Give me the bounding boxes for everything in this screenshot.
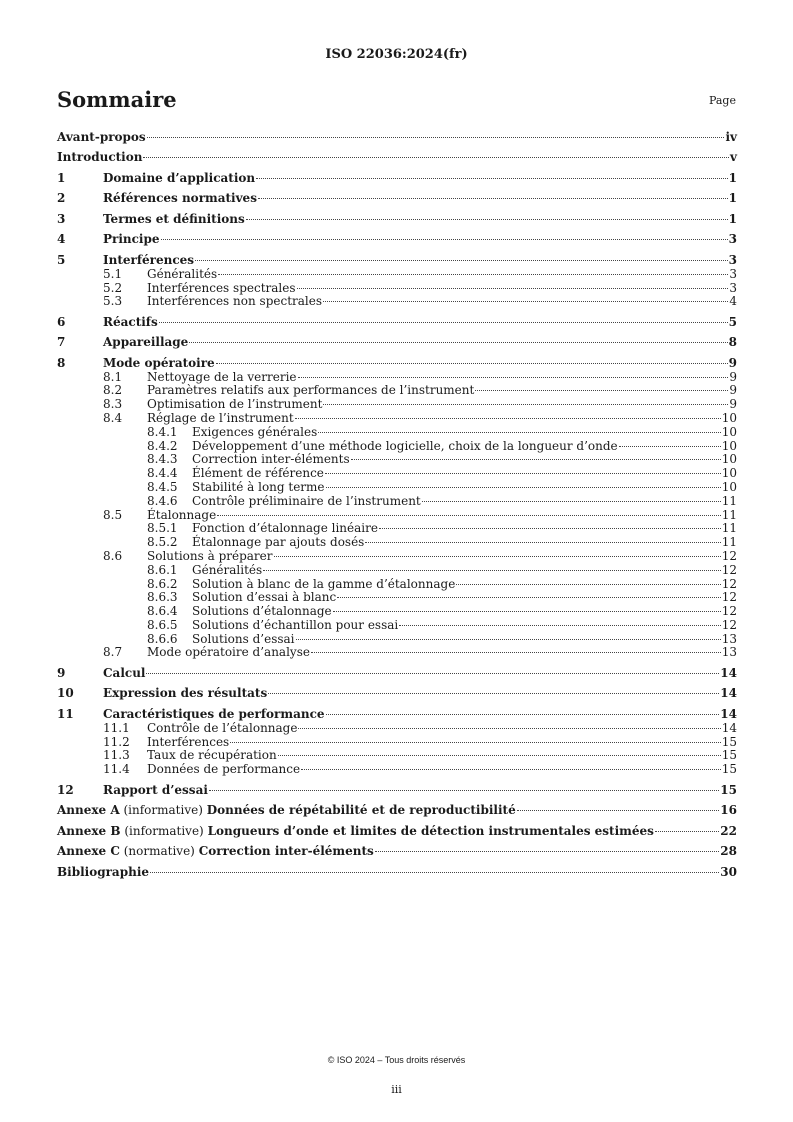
dot-leader bbox=[619, 446, 721, 447]
toc-entry-number: 1 bbox=[57, 170, 66, 185]
dot-leader bbox=[318, 432, 720, 433]
dot-leader bbox=[246, 219, 728, 220]
toc-entry-page: 12 bbox=[721, 617, 737, 632]
toc-entry-title: Paramètres relatifs aux performances de l’instrument bbox=[147, 383, 475, 398]
toc-entry-number: 11.1 bbox=[103, 720, 130, 735]
dot-leader bbox=[298, 377, 729, 378]
toc-entry[interactable] bbox=[57, 763, 737, 777]
toc-entry[interactable] bbox=[57, 550, 737, 564]
toc-entry-number: 8.4.5 bbox=[147, 479, 178, 494]
toc-entry[interactable] bbox=[57, 213, 737, 227]
toc-entry-number: 6 bbox=[57, 314, 66, 329]
toc-entry-page: 10 bbox=[721, 438, 737, 453]
toc-entry-page: 12 bbox=[721, 562, 737, 577]
toc-entry-number: 12 bbox=[57, 782, 74, 797]
toc-entry-title: Taux de récupération bbox=[147, 748, 277, 763]
toc-entry-title: Réactifs bbox=[103, 314, 158, 329]
dot-leader bbox=[274, 556, 721, 557]
dot-leader bbox=[456, 584, 720, 585]
toc-entry-title: Étalonnage par ajouts dosés bbox=[192, 535, 365, 550]
toc-entry-page: 5 bbox=[728, 314, 737, 329]
toc-entry-title: Solution d’essai à blanc bbox=[192, 590, 337, 605]
toc-entry[interactable] bbox=[57, 495, 737, 509]
toc-entry-page: 12 bbox=[721, 548, 737, 563]
toc-entry-title: Étalonnage bbox=[147, 507, 217, 522]
toc-entry-page: 3 bbox=[728, 232, 737, 247]
dot-leader bbox=[216, 363, 728, 364]
toc-entry-number: 3 bbox=[57, 211, 66, 226]
annex-label: Annexe A bbox=[57, 803, 120, 818]
dot-leader bbox=[161, 239, 728, 240]
toc-entry[interactable] bbox=[57, 357, 737, 371]
toc-entry-number: 8.6.6 bbox=[147, 631, 178, 646]
toc-entry-title: Fonction d’étalonnage linéaire bbox=[192, 521, 378, 536]
page-column-label: Page bbox=[708, 94, 736, 107]
toc-entry-page: 15 bbox=[720, 782, 737, 797]
toc-entry-page: 13 bbox=[721, 645, 737, 660]
toc-entry[interactable] bbox=[57, 605, 737, 619]
toc-entry-number: 7 bbox=[57, 335, 66, 350]
toc-entry-number: 5.1 bbox=[103, 266, 123, 281]
toc-entry-title: Mode opératoire d’analyse bbox=[147, 645, 310, 660]
toc-entry-title: Exigences générales bbox=[192, 424, 318, 439]
toc-entry[interactable] bbox=[57, 151, 737, 165]
toc-entry[interactable] bbox=[57, 282, 737, 296]
toc-entry[interactable] bbox=[57, 591, 737, 605]
dot-leader bbox=[323, 404, 728, 405]
dot-leader bbox=[258, 198, 728, 199]
dot-leader bbox=[209, 790, 719, 791]
dot-leader bbox=[278, 755, 721, 756]
dot-leader bbox=[147, 137, 725, 138]
toc-entry-number: 8.4 bbox=[103, 410, 123, 425]
toc-entry-number: 8.6.1 bbox=[147, 562, 178, 577]
page-title: Sommaire bbox=[57, 87, 177, 112]
annex-label: Annexe C bbox=[57, 844, 120, 859]
toc-entry-number: 5.3 bbox=[103, 294, 123, 309]
toc-entry-page: 15 bbox=[721, 734, 737, 749]
toc-entry-title: Bibliographie bbox=[57, 864, 150, 879]
toc-entry-page: 12 bbox=[721, 590, 737, 605]
toc-entry-title: Appareillage bbox=[103, 335, 189, 350]
toc-entry-number: 8.2 bbox=[103, 383, 123, 398]
dot-leader bbox=[189, 342, 727, 343]
toc-entry-title: Calcul bbox=[103, 665, 146, 680]
table-of-contents bbox=[57, 131, 737, 879]
toc-entry-number: 8.4.4 bbox=[147, 466, 178, 481]
copyright-footer: © ISO 2024 – Tous droits réservés bbox=[327, 1055, 466, 1065]
toc-entry[interactable] bbox=[57, 481, 737, 495]
dot-leader bbox=[256, 178, 728, 179]
toc-entry-page: 12 bbox=[721, 604, 737, 619]
toc-entry-number: 8.3 bbox=[103, 397, 123, 412]
toc-entry-title: Réglage de l’instrument bbox=[147, 410, 294, 425]
toc-entry[interactable] bbox=[57, 667, 737, 681]
dot-leader bbox=[326, 714, 720, 715]
dot-leader bbox=[337, 597, 720, 598]
toc-entry-number: 9 bbox=[57, 665, 66, 680]
toc-entry-number: 11.4 bbox=[103, 762, 130, 777]
toc-entry[interactable] bbox=[57, 254, 737, 268]
toc-annex-heading bbox=[57, 804, 516, 818]
dot-leader bbox=[217, 515, 721, 516]
toc-entry-title: Interférences bbox=[103, 252, 195, 267]
dot-leader bbox=[311, 652, 721, 653]
toc-entry-number: 8.4.3 bbox=[147, 452, 178, 467]
toc-entry-page: 11 bbox=[721, 535, 737, 550]
toc-entry[interactable] bbox=[57, 371, 737, 385]
toc-entry-number: 8.1 bbox=[103, 369, 123, 384]
dot-leader bbox=[195, 260, 728, 261]
dot-leader bbox=[375, 851, 720, 852]
toc-entry-number: 8.6.2 bbox=[147, 576, 178, 591]
dot-leader bbox=[263, 570, 721, 571]
toc-entry-title: Optimisation de l’instrument bbox=[147, 397, 323, 412]
toc-entry[interactable] bbox=[57, 784, 737, 798]
toc-entry-page: 4 bbox=[729, 294, 737, 309]
toc-entry-page: 10 bbox=[721, 410, 737, 425]
toc-entry[interactable] bbox=[57, 192, 737, 206]
toc-entry[interactable] bbox=[57, 131, 737, 145]
toc-entry[interactable] bbox=[57, 845, 737, 859]
toc-entry-title: Élément de référence bbox=[192, 466, 324, 481]
toc-entry-title: Avant-propos bbox=[57, 130, 146, 144]
toc-entry[interactable] bbox=[57, 646, 737, 660]
toc-entry[interactable] bbox=[57, 316, 737, 330]
dot-leader bbox=[379, 528, 721, 529]
toc-entry-page: 14 bbox=[720, 706, 737, 721]
dot-leader bbox=[365, 542, 720, 543]
toc-entry-title: Expression des résultats bbox=[103, 686, 268, 701]
toc-entry-page: 9 bbox=[729, 397, 737, 412]
toc-entry[interactable] bbox=[57, 578, 737, 592]
page-number: iii bbox=[391, 1083, 402, 1096]
toc-entry[interactable] bbox=[57, 453, 737, 467]
toc-entry[interactable] bbox=[57, 467, 737, 481]
toc-entry[interactable] bbox=[57, 522, 737, 536]
toc-entry-title: Interférences bbox=[147, 734, 230, 749]
toc-entry-title: Nettoyage de la verrerie bbox=[147, 369, 297, 384]
dot-leader bbox=[422, 501, 721, 502]
toc-entry-page: 8 bbox=[728, 335, 737, 350]
toc-entry[interactable] bbox=[57, 722, 737, 736]
toc-entry[interactable] bbox=[57, 336, 737, 350]
toc-entry-number: 11.2 bbox=[103, 734, 130, 749]
toc-annex-heading bbox=[57, 845, 374, 859]
toc-entry-title: Termes et définitions bbox=[103, 211, 245, 226]
toc-entry[interactable] bbox=[57, 804, 737, 818]
toc-entry-page: 15 bbox=[721, 748, 737, 763]
toc-entry-number: 8.7 bbox=[103, 645, 123, 660]
toc-entry-number: 8.6.4 bbox=[147, 604, 178, 619]
toc-entry-page: 1 bbox=[728, 170, 737, 185]
toc-entry-number: 8.4.2 bbox=[147, 438, 178, 453]
toc-entry-page: 1 bbox=[728, 191, 737, 206]
toc-entry-page: 13 bbox=[721, 631, 737, 646]
toc-entry[interactable] bbox=[57, 268, 737, 282]
toc-entry-page: 14 bbox=[721, 720, 737, 735]
toc-entry-title: Solutions à préparer bbox=[147, 548, 273, 563]
dot-leader bbox=[323, 301, 728, 302]
toc-entry[interactable] bbox=[57, 398, 737, 412]
annex-qualifier: (informative) bbox=[120, 823, 208, 838]
toc-entry-title: Généralités bbox=[147, 266, 218, 281]
toc-entry-page: 14 bbox=[720, 686, 737, 701]
toc-entry-page: 11 bbox=[721, 507, 737, 522]
toc-entry-title: Solutions d’essai bbox=[192, 631, 295, 646]
toc-entry[interactable] bbox=[57, 866, 737, 880]
toc-entry[interactable] bbox=[57, 295, 737, 309]
dot-leader bbox=[295, 418, 721, 419]
toc-entry[interactable] bbox=[57, 564, 737, 578]
toc-entry-number: 8 bbox=[57, 355, 66, 370]
toc-entry-title: Rapport d’essai bbox=[103, 782, 208, 797]
toc-entry-number: 8.6 bbox=[103, 548, 123, 563]
toc-entry-page: 15 bbox=[721, 762, 737, 777]
annex-qualifier: (normative) bbox=[119, 844, 199, 859]
dot-leader bbox=[146, 673, 719, 674]
toc-entry-page: 30 bbox=[720, 864, 737, 879]
dot-leader bbox=[150, 872, 719, 873]
toc-entry-page: 3 bbox=[729, 280, 737, 295]
annex-label: Annexe B bbox=[57, 823, 121, 838]
toc-entry-number: 8.5 bbox=[103, 507, 123, 522]
toc-entry-page: 10 bbox=[721, 452, 737, 467]
toc-entry[interactable] bbox=[57, 687, 737, 701]
toc-entry-title: Introduction bbox=[57, 150, 143, 165]
dot-leader bbox=[230, 742, 721, 743]
toc-entry-number: 4 bbox=[57, 232, 66, 247]
toc-entry-title: Développement d’une méthode logicielle, choix de la longueur d’onde bbox=[192, 438, 618, 453]
dot-leader bbox=[517, 810, 720, 811]
dot-leader bbox=[326, 487, 721, 488]
toc-entry-page: 22 bbox=[720, 823, 737, 838]
dot-leader bbox=[143, 157, 729, 158]
toc-entry-page: 3 bbox=[728, 252, 737, 267]
toc-entry-number: 8.5.2 bbox=[147, 535, 178, 550]
toc-entry-page: 1 bbox=[728, 211, 737, 226]
dot-leader bbox=[351, 459, 721, 460]
toc-entry-title: Contrôle de l’étalonnage bbox=[147, 720, 298, 735]
toc-entry-page: 11 bbox=[721, 493, 737, 508]
toc-entry[interactable] bbox=[57, 633, 737, 647]
toc-entry-number: 5.2 bbox=[103, 280, 123, 295]
toc-entry-title: Généralités bbox=[192, 562, 263, 577]
dot-leader bbox=[218, 274, 728, 275]
dot-leader bbox=[268, 693, 719, 694]
toc-entry-title: Stabilité à long terme bbox=[192, 479, 325, 494]
toc-entry-number: 10 bbox=[57, 686, 74, 701]
toc-entry-page: 16 bbox=[720, 803, 737, 818]
toc-entry-title: Caractéristiques de performance bbox=[103, 706, 325, 721]
toc-entry-number: 11 bbox=[57, 706, 74, 721]
toc-entry-title: Domaine d’application bbox=[103, 170, 256, 185]
toc-entry-title: Mode opératoire bbox=[103, 355, 215, 370]
dot-leader bbox=[298, 728, 720, 729]
toc-entry[interactable] bbox=[57, 233, 737, 247]
toc-entry-page: 3 bbox=[729, 266, 737, 281]
dot-leader bbox=[333, 611, 721, 612]
toc-entry-title: Principe bbox=[103, 232, 160, 247]
dot-leader bbox=[301, 769, 721, 770]
toc-entry-page: v bbox=[730, 150, 737, 165]
toc-entry-title: Solutions d’étalonnage bbox=[192, 604, 332, 619]
annex-title: Correction inter-éléments bbox=[198, 844, 374, 859]
toc-entry-number: 11.3 bbox=[103, 748, 130, 763]
document-id-header: ISO 22036:2024(fr) bbox=[325, 47, 468, 62]
toc-entry[interactable] bbox=[57, 384, 737, 398]
toc-entry-page: 9 bbox=[729, 369, 737, 384]
toc-entry-title: Contrôle préliminaire de l’instrument bbox=[192, 493, 421, 508]
toc-entry[interactable] bbox=[57, 619, 737, 633]
toc-entry-page: 12 bbox=[721, 576, 737, 591]
annex-qualifier: (informative) bbox=[119, 803, 207, 818]
toc-entry-number: 2 bbox=[57, 191, 66, 206]
toc-entry-title: Solution à blanc de la gamme d’étalonnage bbox=[192, 576, 456, 591]
toc-entry-title: Interférences spectrales bbox=[147, 280, 296, 295]
annex-title: Longueurs d’onde et limites de détection instrumentales estimées bbox=[207, 823, 654, 838]
toc-entry[interactable] bbox=[57, 440, 737, 454]
toc-entry[interactable] bbox=[57, 749, 737, 763]
toc-entry-page: 11 bbox=[721, 521, 737, 536]
toc-entry-number: 8.4.6 bbox=[147, 493, 178, 508]
toc-entry[interactable] bbox=[57, 736, 737, 750]
toc-entry-page: 10 bbox=[721, 424, 737, 439]
toc-entry-number: 5 bbox=[57, 252, 66, 267]
dot-leader bbox=[399, 625, 720, 626]
annex-title: Données de répétabilité et de reproductibilité bbox=[206, 803, 516, 818]
toc-entry[interactable] bbox=[57, 412, 737, 426]
dot-leader bbox=[297, 288, 729, 289]
dot-leader bbox=[655, 831, 719, 832]
toc-entry[interactable] bbox=[57, 509, 737, 523]
toc-entry-page: 9 bbox=[729, 383, 737, 398]
toc-entry-page: 28 bbox=[720, 844, 737, 859]
dot-leader bbox=[159, 322, 728, 323]
toc-entry[interactable] bbox=[57, 426, 737, 440]
toc-annex-heading bbox=[57, 825, 654, 839]
dot-leader bbox=[296, 639, 721, 640]
toc-entry-number: 8.6.5 bbox=[147, 617, 178, 632]
toc-entry-page: 10 bbox=[721, 479, 737, 494]
toc-entry[interactable] bbox=[57, 708, 737, 722]
toc-entry-title: Références normatives bbox=[103, 191, 257, 206]
toc-entry-page: iv bbox=[725, 130, 737, 144]
toc-entry-title: Correction inter-éléments bbox=[192, 452, 350, 467]
toc-entry-title: Solutions d’échantillon pour essai bbox=[192, 617, 399, 632]
dot-leader bbox=[475, 390, 728, 391]
toc-entry-page: 10 bbox=[721, 466, 737, 481]
toc-entry[interactable] bbox=[57, 536, 737, 550]
toc-entry-number: 8.5.1 bbox=[147, 521, 178, 536]
toc-entry-title: Données de performance bbox=[147, 762, 301, 777]
toc-entry-title: Interférences non spectrales bbox=[147, 294, 323, 309]
toc-entry-page: 9 bbox=[728, 355, 737, 370]
toc-entry-page: 14 bbox=[720, 665, 737, 680]
dot-leader bbox=[325, 473, 721, 474]
toc-entry-number: 8.4.1 bbox=[147, 424, 178, 439]
toc-entry-number: 8.6.3 bbox=[147, 590, 178, 605]
toc-entry[interactable] bbox=[57, 172, 737, 186]
toc-entry[interactable] bbox=[57, 825, 737, 839]
